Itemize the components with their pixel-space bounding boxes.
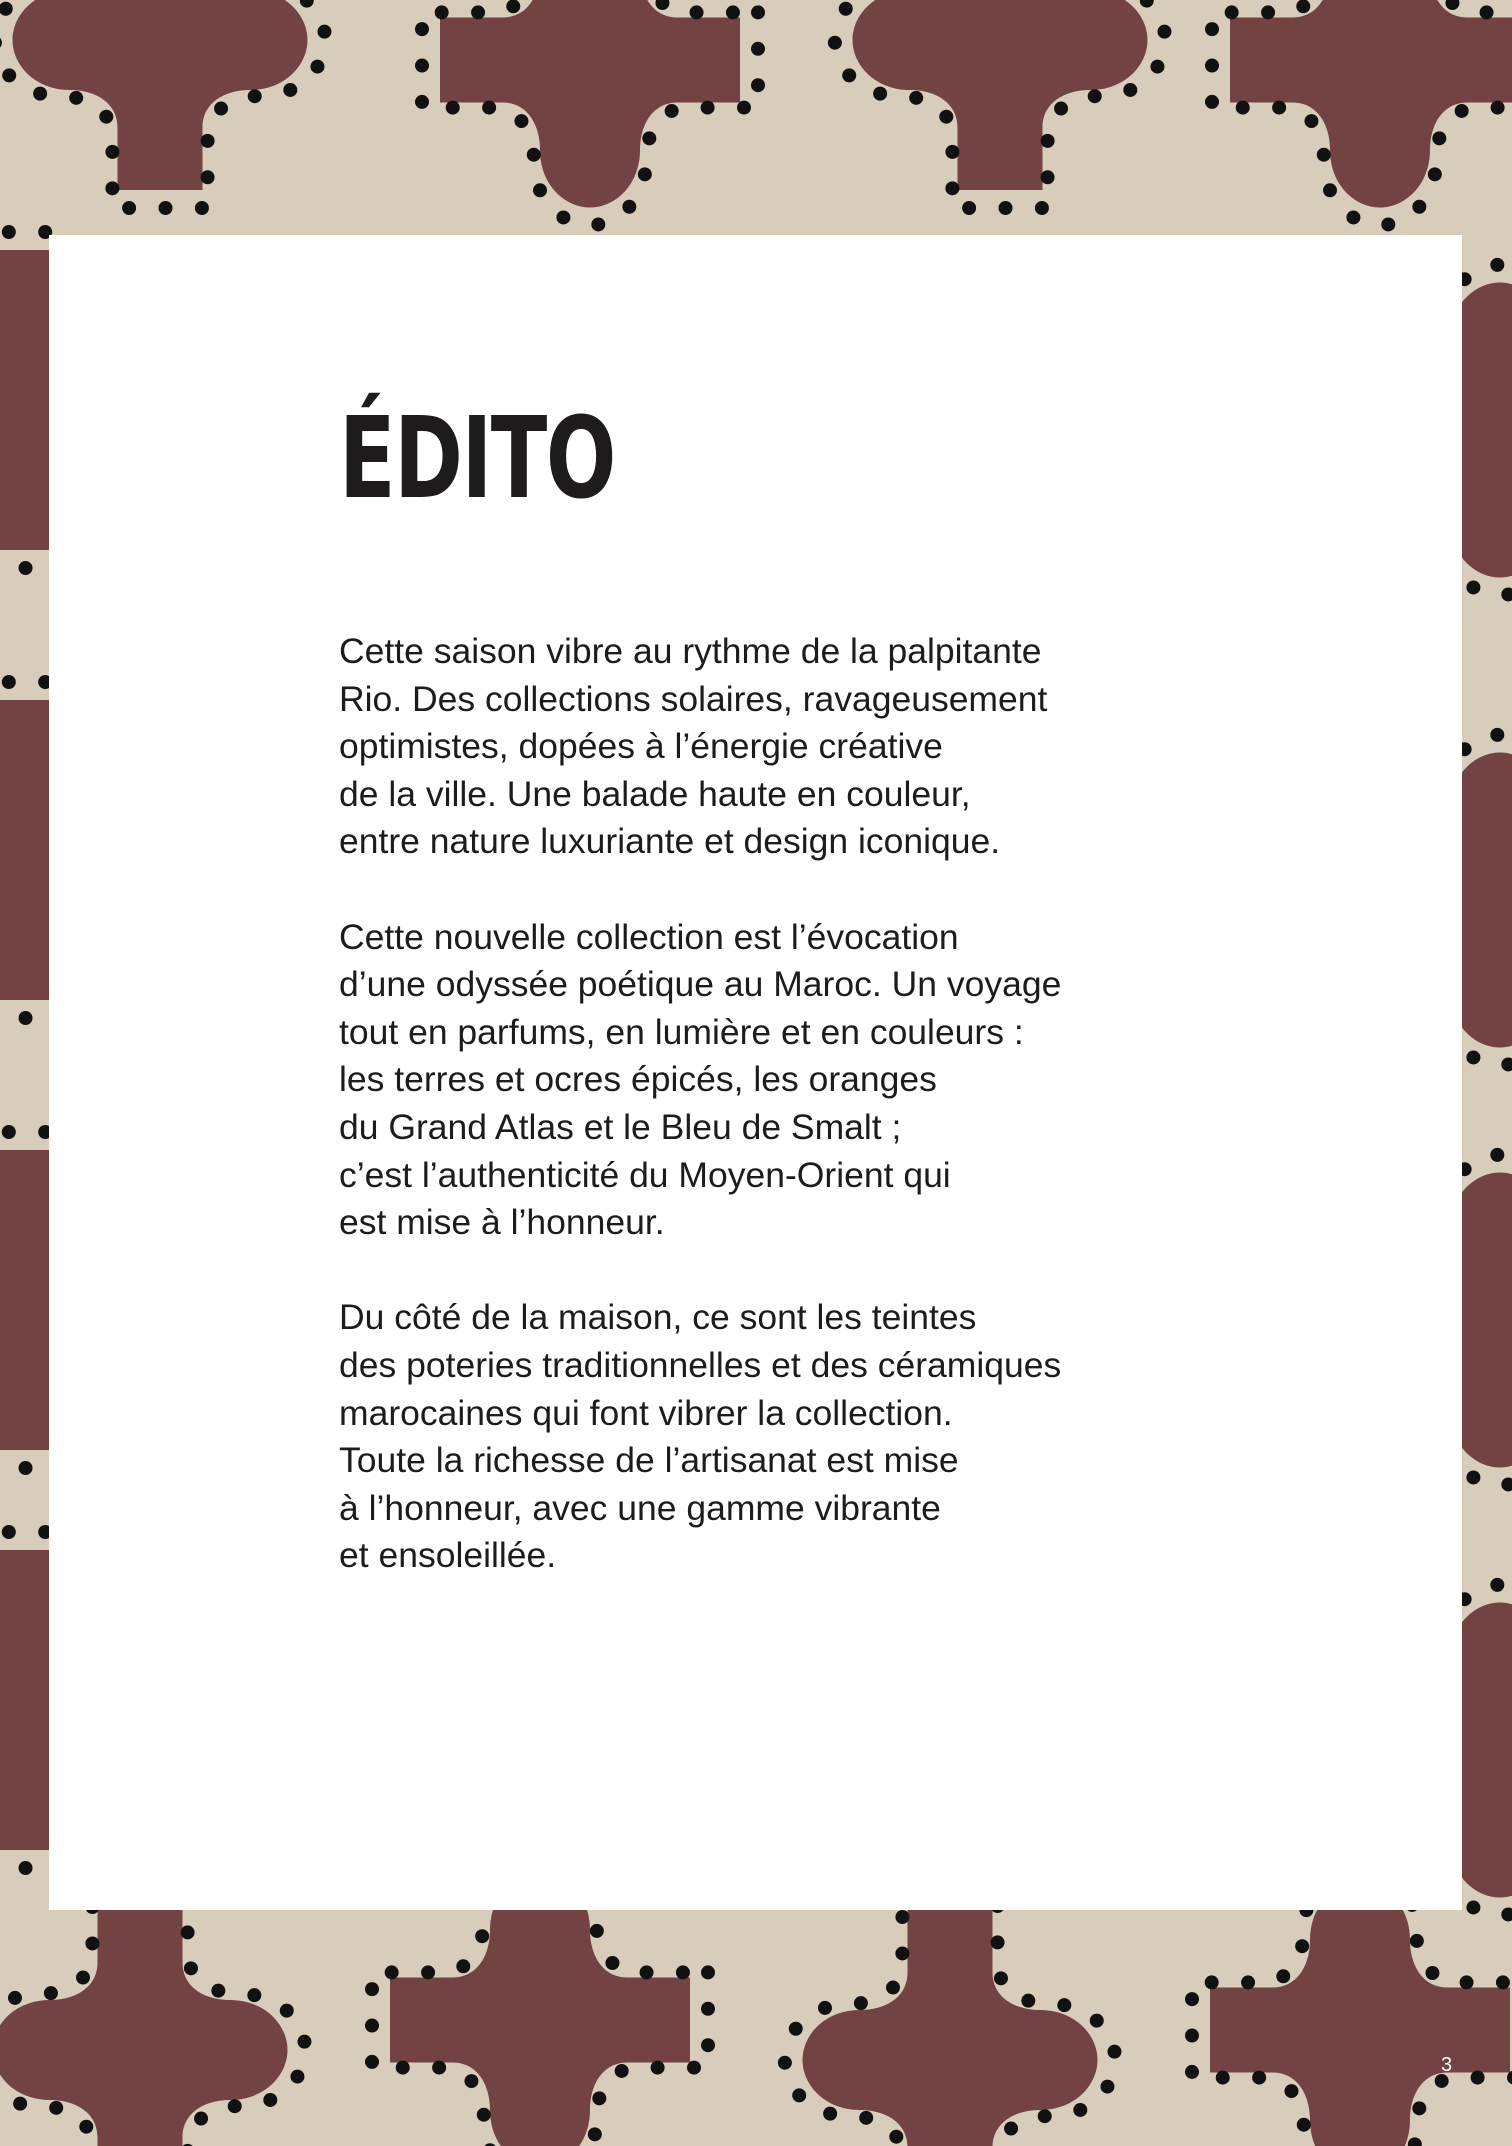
pattern-dot: [588, 2127, 602, 2141]
pattern-dot: [1501, 1907, 1512, 1921]
editorial-card: [49, 235, 1462, 1910]
pattern-dot: [214, 102, 228, 116]
pattern-dot: [8, 1991, 22, 2005]
pattern-dot: [1490, 1578, 1504, 1592]
pattern-dot: [1496, 1975, 1510, 1989]
pattern-dot: [300, 0, 314, 8]
pattern-dot: [1317, 148, 1331, 162]
pattern-dot: [789, 2022, 803, 2036]
pattern-dot: [751, 5, 765, 19]
pattern-dot: [1073, 2103, 1087, 2117]
pattern-dot: [859, 2111, 873, 2125]
pattern-dot: [592, 2091, 606, 2105]
text-line: optimistes, dopées à l’énergie créative: [339, 726, 943, 767]
pattern-dot: [665, 104, 679, 118]
pattern-dot: [999, 201, 1013, 215]
pattern-dot: [1205, 1975, 1219, 1989]
pattern-dot: [828, 36, 842, 50]
pattern-dot: [1501, 587, 1512, 601]
pattern-dot: [514, 114, 528, 128]
pattern-dot: [1304, 114, 1318, 128]
pattern-dot: [1445, 0, 1459, 10]
pattern-dot: [1150, 60, 1164, 74]
pattern-dot: [962, 201, 976, 215]
pattern-dot: [1038, 2109, 1052, 2123]
page-number: 3: [1441, 2054, 1453, 2076]
text-line: d’une odyssée poétique au Maroc. Un voyage: [339, 964, 1062, 1005]
pattern-dot: [1381, 217, 1395, 231]
pattern-dot: [1491, 101, 1505, 115]
pattern-dot: [228, 2099, 242, 2113]
text-line: à l’honneur, avec une gamme vibrante: [339, 1487, 941, 1528]
pattern-dot: [839, 2, 853, 16]
pattern-dot: [687, 2061, 701, 2075]
pattern-dot: [506, 0, 520, 13]
pattern-dot: [895, 1946, 909, 1960]
pattern-dot: [1490, 258, 1504, 272]
pattern-motif: [853, 0, 1148, 190]
pattern-dot: [823, 2107, 837, 2121]
pattern-motif: [803, 1910, 1098, 2146]
pattern-dot: [85, 1936, 99, 1950]
pattern-dot: [778, 2056, 792, 2070]
pattern-dot: [201, 134, 215, 148]
pattern-dot: [2, 1125, 16, 1139]
pattern-dot: [195, 201, 209, 215]
pattern-dot: [701, 101, 715, 115]
pattern-motif: [1230, 0, 1512, 208]
pattern-dot: [432, 2061, 446, 2075]
pattern-dot: [737, 101, 751, 115]
pattern-dot: [1471, 2071, 1485, 2085]
pattern-dot: [247, 1988, 261, 2002]
pattern-dot: [1507, 2071, 1512, 2085]
pattern-dot: [590, 1924, 604, 1938]
pattern-dot: [991, 1935, 1005, 1949]
pattern-dot: [1252, 2071, 1266, 2085]
pattern-dot: [1408, 2137, 1422, 2146]
pattern-dot: [1466, 1050, 1480, 1064]
pattern-dot: [310, 60, 324, 74]
pattern-dot: [1501, 1057, 1512, 1071]
pattern-dot: [1323, 183, 1337, 197]
text-line: c’est l’authenticité du Moyen-Orient qui: [339, 1154, 951, 1195]
pattern-dot: [1241, 1975, 1255, 1989]
pattern-dot: [297, 2035, 311, 2049]
pattern-dot: [909, 91, 923, 105]
pattern-dot: [19, 1461, 33, 1475]
pattern-dot: [1157, 25, 1171, 39]
pattern-dot: [475, 1929, 489, 1943]
pattern-dot: [676, 1965, 690, 1979]
pattern-dot: [1107, 2045, 1121, 2059]
pattern-dot: [1057, 1998, 1071, 2012]
pattern-dot: [1090, 2014, 1104, 2028]
pattern-dot: [533, 183, 547, 197]
pattern-dot: [622, 200, 636, 214]
pattern-dot: [415, 22, 429, 36]
pattern-dot: [396, 2061, 410, 2075]
pattern-dot: [1410, 1934, 1424, 1948]
pattern-dot: [895, 1910, 909, 1924]
text-line: marocaines qui font vibrer la collection.: [339, 1392, 953, 1433]
pattern-dot: [726, 5, 740, 19]
pattern-dot: [1272, 101, 1286, 115]
pattern-dot: [385, 1965, 399, 1979]
pattern-dot: [1225, 5, 1239, 19]
pattern-dot: [1205, 59, 1219, 73]
pattern-dot: [1466, 1900, 1480, 1914]
pattern-dot: [1216, 2071, 1230, 2085]
paragraph-3: [339, 1294, 1299, 1580]
pattern-dot: [317, 25, 331, 39]
pattern-dot: [2, 1525, 16, 1539]
pattern-dot: [1501, 1477, 1512, 1491]
pattern-dot: [1054, 102, 1068, 116]
pattern-dot: [873, 87, 887, 101]
pattern-dot: [76, 1971, 90, 1985]
pattern-dot: [591, 217, 605, 231]
pattern-dot: [751, 42, 765, 56]
pattern-dot: [446, 101, 460, 115]
pattern-dot: [1035, 201, 1049, 215]
pattern-dot: [945, 145, 959, 159]
pattern-dot: [1455, 104, 1469, 118]
pattern-dot: [105, 145, 119, 159]
pattern-dot: [1205, 22, 1219, 36]
pattern-dot: [1297, 2118, 1311, 2132]
pattern-dot: [818, 2001, 832, 2015]
pattern-dot: [415, 59, 429, 73]
page-title: ÉDITO: [339, 394, 615, 524]
pattern-dot: [1284, 2084, 1298, 2098]
pattern-dot: [655, 0, 669, 10]
pattern-dot: [201, 170, 215, 184]
pattern-dot: [651, 2061, 665, 2075]
pattern-dot: [939, 110, 953, 124]
pattern-dot: [99, 110, 113, 124]
pattern-dot: [1100, 2080, 1114, 2094]
pattern-dot: [69, 91, 83, 105]
pattern-dot: [105, 181, 119, 195]
pattern-dot: [263, 2093, 277, 2107]
pattern-dot: [1412, 2101, 1426, 2115]
pattern-dot: [49, 2101, 63, 2115]
pattern-dot: [19, 1011, 33, 1025]
pattern-dot: [2, 225, 16, 239]
text-line: Rio. Des collections solaires, ravageusement: [339, 678, 1048, 719]
pattern-dot: [1041, 134, 1055, 148]
pattern-dot: [181, 1925, 195, 1939]
pattern-dot: [701, 2038, 715, 2052]
pattern-dot: [1460, 1975, 1474, 1989]
pattern-dot: [1490, 728, 1504, 742]
pattern-dot: [605, 1956, 619, 1970]
pattern-dot: [283, 83, 297, 97]
pattern-dot: [1412, 200, 1426, 214]
pattern-dot: [1185, 2065, 1199, 2079]
pattern-motif: [0, 1900, 288, 2146]
pattern-dot: [1346, 210, 1360, 224]
pattern-dot: [194, 2112, 208, 2126]
pattern-dot: [122, 201, 136, 215]
pattern-dot: [2, 675, 16, 689]
text-line: est mise à l’honneur.: [339, 1202, 665, 1243]
text-line: les terres et ocres épicés, les oranges: [339, 1059, 937, 1100]
pattern-dot: [1140, 0, 1154, 8]
pattern-dot: [638, 167, 652, 181]
pattern-dot: [1185, 1992, 1199, 2006]
text-line: et ensoleillée.: [339, 1535, 557, 1576]
pattern-dot: [248, 89, 262, 103]
text-line: Toute la richesse de l’artisanat est mise: [339, 1440, 959, 1481]
pattern-dot: [1041, 170, 1055, 184]
pattern-dot: [19, 561, 33, 575]
pattern-dot: [1261, 5, 1275, 19]
pattern-dot: [1088, 89, 1102, 103]
pattern-dot: [0, 36, 2, 50]
pattern-dot: [211, 1984, 225, 1998]
pattern-dot: [19, 1861, 33, 1875]
pattern-dot: [435, 5, 449, 19]
text-line: des poteries traditionnelles et des céramiques: [339, 1344, 1062, 1385]
editorial-text: [339, 628, 1299, 1627]
pattern-dot: [1123, 83, 1137, 97]
text-line: de la ville. Une balade haute en couleur,: [339, 773, 971, 814]
pattern-dot: [1466, 1470, 1480, 1484]
pattern-dot: [365, 2055, 379, 2069]
pattern-dot: [842, 68, 856, 82]
text-line: Du côté de la maison, ce sont les teintes: [339, 1297, 977, 1338]
pattern-dot: [701, 2002, 715, 2016]
pattern-dot: [33, 87, 47, 101]
pattern-dot: [184, 1961, 198, 1975]
pattern-dot: [365, 1982, 379, 1996]
pattern-motif: [13, 0, 308, 190]
pattern-dot: [44, 1986, 58, 2000]
pattern-dot: [792, 2088, 806, 2102]
pattern-dot: [886, 1981, 900, 1995]
pattern-dot: [640, 1965, 654, 1979]
pattern-dot: [365, 2019, 379, 2033]
paragraph-2: [339, 914, 1299, 1247]
pattern-dot: [1276, 1969, 1290, 1983]
text-line: du Grand Atlas et le Bleu de Smalt ;: [339, 1106, 902, 1147]
pattern-dot: [556, 210, 570, 224]
pattern-dot: [471, 5, 485, 19]
paragraph-1: [339, 628, 1299, 866]
pattern-dot: [1490, 1148, 1504, 1162]
pattern-dot: [1296, 0, 1310, 13]
pattern-dot: [1428, 167, 1442, 181]
pattern-dot: [2, 68, 16, 82]
pattern-dot: [415, 95, 429, 109]
pattern-dot: [1205, 95, 1219, 109]
pattern-motif: [1210, 1883, 1510, 2146]
text-line: tout en parfums, en lumière et en couleurs :: [339, 1011, 1024, 1052]
pattern-dot: [1004, 2122, 1018, 2136]
pattern-dot: [527, 148, 541, 162]
pattern-dot: [477, 2108, 491, 2122]
pattern-dot: [1021, 1994, 1035, 2008]
pattern-dot: [1425, 1966, 1439, 1980]
pattern-dot: [751, 78, 765, 92]
pattern-dot: [690, 5, 704, 19]
text-line: entre nature luxuriante et design iconique.: [339, 821, 1001, 862]
pattern-dot: [482, 101, 496, 115]
pattern-dot: [945, 181, 959, 195]
pattern-dot: [1466, 580, 1480, 594]
pattern-dot: [280, 2004, 294, 2018]
pattern-dot: [1432, 131, 1446, 145]
text-line: Cette saison vibre au rythme de la palpitante: [339, 631, 1042, 671]
pattern-dot: [464, 2074, 478, 2088]
pattern-dot: [1185, 2029, 1199, 2043]
pattern-dot: [421, 1965, 435, 1979]
pattern-dot: [13, 2097, 27, 2111]
pattern-dot: [159, 201, 173, 215]
pattern-dot: [0, 2, 13, 16]
pattern-dot: [1295, 1939, 1309, 1953]
pattern-dot: [994, 1971, 1008, 1985]
text-line: Cette nouvelle collection est l’évocation: [339, 916, 959, 957]
pattern-dot: [615, 2064, 629, 2078]
pattern-dot: [1236, 101, 1250, 115]
pattern-dot: [290, 2070, 304, 2084]
pattern-dot: [701, 1965, 715, 1979]
pattern-dot: [889, 2130, 903, 2144]
pattern-dot: [854, 1996, 868, 2010]
pattern-dot: [456, 1959, 470, 1973]
pattern-dot: [1480, 5, 1494, 19]
pattern-dot: [79, 2120, 93, 2134]
pattern-motif: [390, 1873, 690, 2146]
pattern-dot: [642, 131, 656, 145]
